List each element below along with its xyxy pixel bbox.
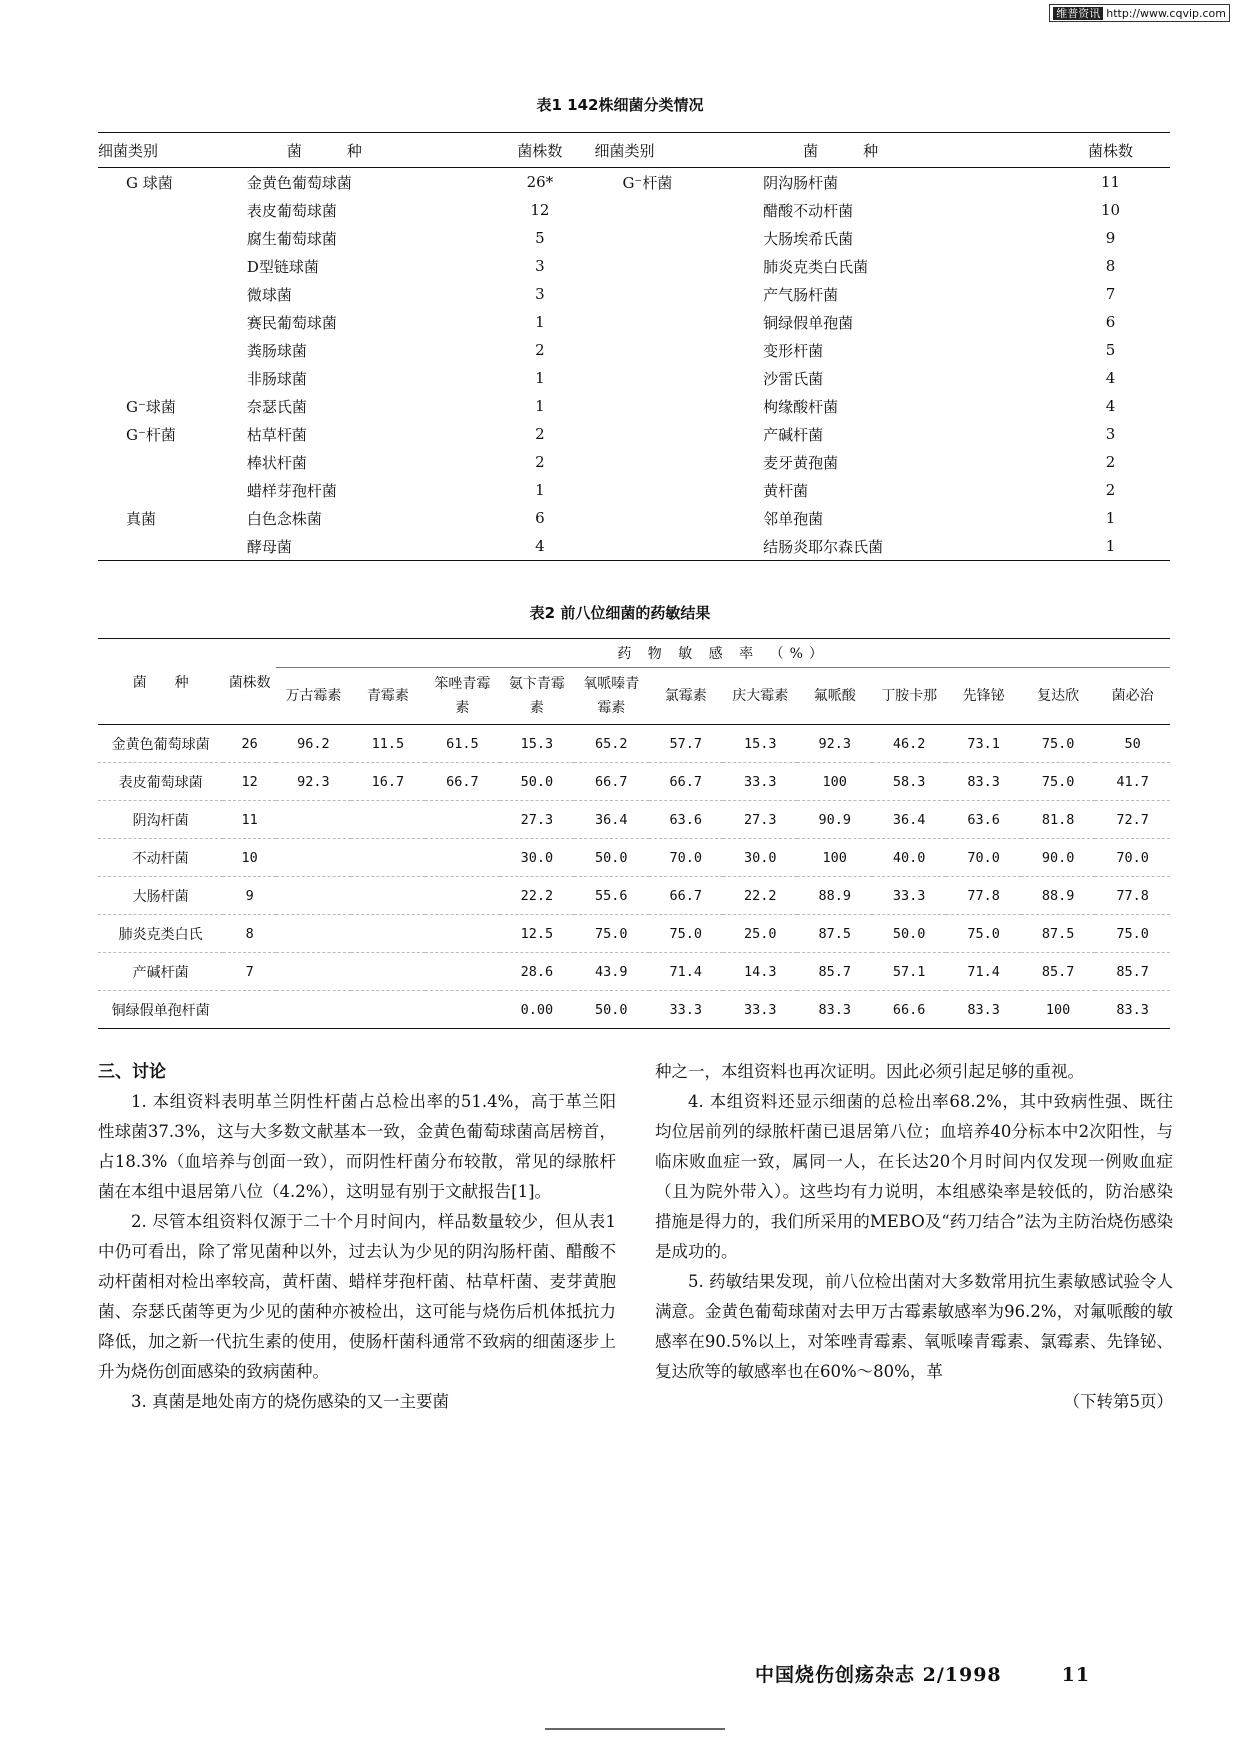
table2-value-cell: 50.0 (595, 1001, 628, 1018)
table2-value-cell: 88.9 (1021, 877, 1095, 915)
table2-value-cell: 33.3 (872, 877, 946, 915)
table2-value-cell: 81.8 (1021, 801, 1095, 839)
table2-drug-header: 青霉素 (351, 668, 425, 725)
continued-note: （下转第5页） (1063, 1392, 1173, 1411)
table2-value-cell: 30.0 (500, 839, 574, 877)
table1-cell (98, 224, 247, 252)
table2-value-cell: 75.0 (574, 915, 648, 953)
watermark-url: http://www.cqvip.com (1106, 7, 1226, 20)
table2-drug-header: 菌必治 (1095, 668, 1170, 725)
table2-value-cell: 40.0 (872, 839, 946, 877)
table2-count-cell: 11 (223, 801, 276, 839)
table2-species-cell: 产碱杆菌 (98, 953, 223, 991)
table2-value-cell: 11.5 (351, 725, 425, 763)
table1-cell: 7 (1105, 285, 1116, 303)
table1-row (98, 168, 1170, 197)
table1-cell: 12 (530, 201, 550, 219)
table2-value-cell: 0.00 (520, 1001, 554, 1018)
table1-cell: 真菌 (126, 509, 157, 528)
table2-count-cell: 26 (223, 725, 276, 763)
discussion-heading: 三、讨论 (98, 1062, 166, 1082)
table2-value-cell: 75.0 (946, 915, 1020, 953)
table2-value-cell: 92.3 (276, 763, 350, 801)
table2-value-cell (425, 839, 499, 877)
table1-cell (98, 448, 247, 476)
table1-cell: 粪肠球菌 (246, 341, 307, 360)
table2-value-cell (276, 839, 350, 877)
table2-header-species: 菌 种 (98, 639, 223, 725)
table2-value-cell: 83.3 (1116, 1001, 1149, 1018)
table1-cell (98, 252, 247, 280)
table2-row (98, 877, 1170, 915)
site-watermark (1049, 4, 1230, 22)
table2-value-cell: 36.4 (574, 801, 648, 839)
table2-value-cell (351, 953, 425, 991)
table1-cell: 沙雷氏菌 (763, 369, 824, 388)
table2-count-cell: 8 (223, 915, 276, 953)
table2-value-cell: 33.3 (743, 1001, 777, 1018)
table1-cell: 6 (535, 509, 545, 527)
table2-value-cell: 25.0 (723, 915, 797, 953)
table1-cell: 2 (535, 453, 545, 471)
table2-count-cell: 12 (223, 763, 276, 801)
table1-row (98, 224, 1170, 252)
left-paragraph: 2. 尽管本组资料仅源于二十个月时间内，样品数量较少，但从表1中仍可看出，除了常见菌种以外，过去认为少见的阴沟肠杆菌、醋酸不动杆菌相对检出率较高，黄杆菌、蜡样芽孢杆菌、枯草杆菌、麦芽黄胞菌、奈瑟氏菌等更为少见的菌种亦被检出，这可能与烧伤后机体抵抗力降低，加之新一代抗生素的使用，使肠杆菌科通常不致病的细菌逐步上升为烧伤创面感染的致病菌种。 (98, 1212, 616, 1381)
table1-cell (594, 476, 763, 504)
table2-body (98, 725, 1170, 1029)
table2-header-count: 菌株数 (223, 639, 276, 725)
table1-header-cell: 菌株数 (485, 133, 594, 168)
table2-value-cell: 83.3 (967, 1001, 1000, 1018)
table1-cell: 2 (1105, 481, 1116, 499)
table2-row (98, 915, 1170, 953)
table2-value-cell: 85.7 (1095, 953, 1170, 991)
table2-value-cell (425, 915, 499, 953)
table1-cell: 26* (526, 173, 554, 191)
table2-value-cell: 50.0 (872, 915, 946, 953)
table1-cell: 1 (535, 481, 545, 499)
table2-value-cell: 65.2 (574, 725, 648, 763)
table1-cell (594, 196, 763, 224)
table1-body (98, 168, 1170, 561)
table1-cell (594, 308, 763, 336)
table1-row (98, 420, 1170, 448)
table1-header-cell: 细菌类别 (594, 133, 763, 168)
table1-cell: 结肠炎耶尔森氏菌 (763, 537, 884, 556)
table2-value-cell: 57.7 (649, 725, 723, 763)
table1-cell: 枯草杆菌 (246, 425, 307, 444)
table2 (98, 638, 1170, 1029)
table2-value-cell: 43.9 (574, 953, 648, 991)
table2-value-cell: 27.3 (500, 801, 574, 839)
table2-span-header: 药 物 敏 感 率 （%） (276, 639, 1170, 668)
table2-caption: 表2 前八位细菌的药敏结果 (529, 604, 711, 622)
table2-count-cell (223, 991, 276, 1029)
table2-value-cell: 70.0 (946, 839, 1020, 877)
table2-count-cell: 9 (223, 877, 276, 915)
table2-value-cell: 36.4 (872, 801, 946, 839)
right-paragraph: 4. 本组资料还显示细菌的总检出率68.2%，其中致病性强、既往均位居前列的绿脓杆菌已退居第八位；血培养40分标本中2次阳性，与临床败血症一致，属同一人，在长达20个月时间内仅发现一例败血症（且为院外带入）。这些均有力说明，本组感染率是较低的，防治感染措施是得力的，我们所采用的MEBO及“药刀结合”法为主防治烧伤感染是成功的。 (655, 1092, 1173, 1261)
table2-value-cell: 50.0 (574, 839, 648, 877)
table2-value-cell: 75.0 (1021, 763, 1095, 801)
table2-count-cell: 7 (223, 953, 276, 991)
table2-value-cell (276, 877, 350, 915)
table1-row (98, 196, 1170, 224)
table1-header-cell: 菌 种 (247, 133, 485, 168)
table2-species-cell: 肺炎克类白氏 (98, 915, 223, 953)
right-column (655, 1057, 1173, 1417)
table1-cell: 阴沟肠杆菌 (763, 173, 839, 192)
table2-value-cell: 15.3 (723, 725, 797, 763)
table2-value-cell: 46.2 (872, 725, 946, 763)
table2-value-cell: 88.9 (797, 877, 871, 915)
table1-row (98, 532, 1170, 561)
table1-cell: G⁻杆菌 (126, 425, 176, 444)
table1-cell: 邻单孢菌 (763, 509, 824, 528)
table1-cell: 4 (1105, 369, 1116, 387)
table2-value-cell: 100 (797, 839, 871, 877)
table2-value-cell: 75.0 (1021, 725, 1095, 763)
table1-cell: 表皮葡萄球菌 (246, 201, 337, 220)
table2-species-cell: 大肠杆菌 (98, 877, 223, 915)
page-footer (755, 1660, 1090, 1687)
table2-drug-header: 氯霉素 (649, 668, 723, 725)
table1-row (98, 308, 1170, 336)
table2-drug-header: 笨唑青霉素 (425, 668, 499, 725)
table1-header-row (98, 133, 1170, 168)
table2-value-cell (351, 801, 425, 839)
table2-value-cell: 72.7 (1095, 801, 1170, 839)
table1-row (98, 476, 1170, 504)
table1-cell: 4 (1105, 397, 1116, 415)
table1-cell (98, 336, 247, 364)
table2-value-cell (351, 839, 425, 877)
table2-value-cell: 22.2 (723, 877, 797, 915)
table2-value-cell (276, 915, 350, 953)
table2-value-cell: 77.8 (946, 877, 1020, 915)
table2-drug-header: 庆大霉素 (723, 668, 797, 725)
table2-value-cell: 70.0 (649, 839, 723, 877)
table2-value-cell (276, 953, 350, 991)
table1-header-cell: 菌株数 (1051, 133, 1170, 168)
table2-value-cell: 63.6 (649, 801, 723, 839)
table1-cell (594, 280, 763, 308)
table2-drug-header: 先锋铋 (946, 668, 1020, 725)
table2-value-cell: 85.7 (1021, 953, 1095, 991)
table2-value-cell: 71.4 (649, 953, 723, 991)
table2-drug-header: 氟哌酸 (797, 668, 871, 725)
table1-cell: 2 (1105, 453, 1116, 471)
table2-value-cell: 66.7 (649, 763, 723, 801)
table2-value-cell (425, 953, 499, 991)
table1-cell (594, 392, 763, 420)
table2-species-cell: 铜绿假单孢杆菌 (111, 1002, 210, 1019)
table1-cell: 蜡样芽孢杆菌 (246, 481, 337, 500)
table1-cell: 非肠球菌 (246, 369, 307, 388)
table1-cell: G⁻球菌 (126, 397, 176, 416)
watermark-brand: 维普资讯 (1053, 7, 1103, 20)
table1-cell: 麦牙黄孢菌 (763, 453, 839, 472)
table1-cell: 大肠埃希氏菌 (763, 229, 854, 248)
left-paragraph: 1. 本组资料表明革兰阴性杆菌占总检出率的51.4%，高于革兰阳性球菌37.3%，这与大多数文献基本一致，金黄色葡萄球菌高居榜首，占18.3%（血培养与创面一致），而阴性杆菌分布较散，常见的绿脓杆菌在本组中退居第八位（4.2%），这明显有别于文献报告[1]。 (98, 1092, 616, 1201)
table1-cell: 肺炎克类白氏菌 (763, 257, 869, 276)
table1-cell: 3 (1105, 425, 1116, 443)
table1-cell (98, 476, 247, 504)
table2-value-cell: 16.7 (351, 763, 425, 801)
table2-value-cell (425, 877, 499, 915)
table2-count-cell: 10 (223, 839, 276, 877)
table1-cell: 枸缘酸杆菌 (763, 397, 839, 416)
table1-cell (98, 532, 247, 561)
table1-cell (98, 308, 247, 336)
table1-cell (594, 224, 763, 252)
table2-value-cell: 66.6 (892, 1001, 926, 1018)
table1-cell: 奈瑟氏菌 (246, 397, 307, 416)
table1-cell: 9 (1105, 229, 1116, 247)
table2-value-cell: 100 (1045, 1001, 1071, 1018)
table1-cell (594, 364, 763, 392)
table1-cell: 2 (535, 341, 545, 359)
table2-row (98, 725, 1170, 763)
table2-value-cell: 70.0 (1095, 839, 1170, 877)
table1-header-cell: 细菌类别 (98, 133, 247, 168)
table1-cell (594, 336, 763, 364)
left-paragraph: 3. 真菌是地处南方的烧伤感染的又一主要菌 (131, 1392, 449, 1411)
table2-value-cell: 90.9 (797, 801, 871, 839)
table1-cell: 10 (1100, 201, 1121, 219)
table1-cell: 白色念株菌 (246, 509, 322, 528)
table1-row (98, 448, 1170, 476)
table1-row (98, 336, 1170, 364)
bottom-rule (545, 1728, 725, 1730)
table1-cell: G⁻杆菌 (622, 173, 673, 192)
table1-cell: 11 (1100, 173, 1121, 191)
table1-cell: G 球菌 (126, 173, 173, 192)
table1-cell: 铜绿假单孢菌 (763, 313, 854, 332)
table2-value-cell: 87.5 (797, 915, 871, 953)
table1-cell: 2 (535, 425, 545, 443)
table1-cell: 3 (535, 257, 545, 275)
table2-value-cell: 66.7 (425, 763, 499, 801)
table2-value-cell: 90.0 (1021, 839, 1095, 877)
table1-cell (594, 252, 763, 280)
table2-value-cell: 58.3 (872, 763, 946, 801)
table2-species-cell: 不动杆菌 (98, 839, 223, 877)
table1-cell: 微球菌 (246, 285, 292, 304)
table2-value-cell: 96.2 (276, 725, 350, 763)
table1-cell (594, 532, 763, 561)
table2-drug-header: 丁胺卡那 (872, 668, 946, 725)
table2-value-cell: 50.0 (500, 763, 574, 801)
table1-cell (98, 196, 247, 224)
table2-value-cell: 61.5 (425, 725, 499, 763)
table1-cell: 1 (535, 313, 545, 331)
table1-cell (594, 504, 763, 532)
table1-cell: 金黄色葡萄球菌 (246, 173, 352, 192)
right-paragraph: 种之一，本组资料也再次证明。因此必须引起足够的重视。 (655, 1062, 1084, 1081)
table1-row (98, 392, 1170, 420)
table2-value-cell (351, 915, 425, 953)
table1-row (98, 364, 1170, 392)
table1-cell: 5 (535, 229, 545, 247)
table2-value-cell: 27.3 (723, 801, 797, 839)
table2-value-cell: 77.8 (1095, 877, 1170, 915)
table2-row (98, 763, 1170, 801)
table2-row (98, 991, 1170, 1029)
table2-value-cell: 14.3 (723, 953, 797, 991)
table2-value-cell: 30.0 (723, 839, 797, 877)
table2-row (98, 953, 1170, 991)
table2-value-cell: 15.3 (500, 725, 574, 763)
table2-drug-header: 复达欣 (1021, 668, 1095, 725)
table1-cell (98, 280, 247, 308)
table2-value-cell: 41.7 (1095, 763, 1170, 801)
table2-value-cell: 73.1 (946, 725, 1020, 763)
table2-drug-header: 氨卞青霉素 (500, 668, 574, 725)
table2-value-cell: 22.2 (500, 877, 574, 915)
table2-value-cell: 92.3 (797, 725, 871, 763)
table2-value-cell (425, 991, 499, 1029)
table2-value-cell: 33.3 (723, 763, 797, 801)
table1-cell: 赛民葡萄球菌 (246, 313, 337, 332)
table1-cell: 黄杆菌 (763, 481, 809, 500)
table1-cell: 变形杆菌 (763, 341, 824, 360)
table2-drug-header: 氧哌嗪青霉素 (574, 668, 648, 725)
table2-value-cell: 28.6 (500, 953, 574, 991)
table1-cell (98, 364, 247, 392)
table1-cell: 1 (535, 369, 545, 387)
table2-value-cell (351, 991, 425, 1029)
table2-species-cell: 金黄色葡萄球菌 (98, 725, 223, 763)
table2-value-cell (276, 991, 350, 1029)
table2-value-cell: 75.0 (649, 915, 723, 953)
table1-row (98, 252, 1170, 280)
table2-value-cell: 83.3 (946, 763, 1020, 801)
table1-row (98, 504, 1170, 532)
table1-header-cell: 菌 种 (763, 133, 1051, 168)
left-column (98, 1057, 616, 1417)
right-paragraph: 5. 药敏结果发现，前八位检出菌对大多数常用抗生素敏感试验令人满意。金黄色葡萄球菌对去甲万古霉素敏感率为96.2%，对氟哌酸的敏感率在90.5%以上，对笨唑青霉素、氧哌嗪青霉素、氯霉素、先锋铋、复达欣等的敏感率也在60%～80%，革 (655, 1272, 1173, 1381)
table1-cell: 醋酸不动杆菌 (763, 201, 854, 220)
table2-value-cell: 85.7 (797, 953, 871, 991)
table2-value-cell (351, 877, 425, 915)
table1-cell: 棒状杆菌 (246, 453, 307, 472)
table2-value-cell (425, 801, 499, 839)
table1-cell: 3 (535, 285, 545, 303)
table2-value-cell: 12.5 (500, 915, 574, 953)
table2-value-cell: 50 (1095, 725, 1170, 763)
table1 (98, 132, 1170, 561)
table2-value-cell: 83.3 (818, 1001, 851, 1018)
table1-cell: 产气肠杆菌 (763, 285, 839, 304)
table2-value-cell: 57.1 (872, 953, 946, 991)
table2-drug-header: 万古霉素 (276, 668, 350, 725)
table2-value-cell: 87.5 (1021, 915, 1095, 953)
table1-cell: 腐生葡萄球菌 (246, 229, 337, 248)
table2-value-cell (276, 801, 350, 839)
table2-value-cell: 33.3 (669, 1001, 703, 1018)
table2-value-cell: 71.4 (946, 953, 1020, 991)
table1-cell: 8 (1105, 257, 1116, 275)
journal-name: 中国烧伤创疡杂志 2/1998 (755, 1664, 1002, 1686)
table1-cell: 产碱杆菌 (763, 425, 824, 444)
table1-cell: 1 (535, 397, 545, 415)
table2-species-cell: 阴沟杆菌 (98, 801, 223, 839)
table1-cell (594, 448, 763, 476)
table2-row (98, 839, 1170, 877)
table1-caption: 表1 142株细菌分类情况 (536, 96, 704, 114)
table2-row (98, 801, 1170, 839)
table1-cell: 1 (1105, 537, 1116, 555)
table2-value-cell: 63.6 (946, 801, 1020, 839)
table1-cell: 1 (1105, 509, 1116, 527)
table2-value-cell: 66.7 (574, 763, 648, 801)
table1-cell: D型链球菌 (246, 257, 319, 276)
table2-value-cell: 100 (797, 763, 871, 801)
page-number: 11 (1061, 1664, 1091, 1686)
table1-row (98, 280, 1170, 308)
table1-cell: 4 (535, 537, 545, 555)
table1-cell: 5 (1105, 341, 1116, 359)
table1-cell (594, 420, 763, 448)
table2-value-cell: 55.6 (574, 877, 648, 915)
table2-value-cell: 66.7 (649, 877, 723, 915)
table1-cell: 6 (1105, 313, 1116, 331)
table2-value-cell: 75.0 (1095, 915, 1170, 953)
table1-cell: 酵母菌 (246, 537, 292, 556)
table2-species-cell: 表皮葡萄球菌 (98, 763, 223, 801)
